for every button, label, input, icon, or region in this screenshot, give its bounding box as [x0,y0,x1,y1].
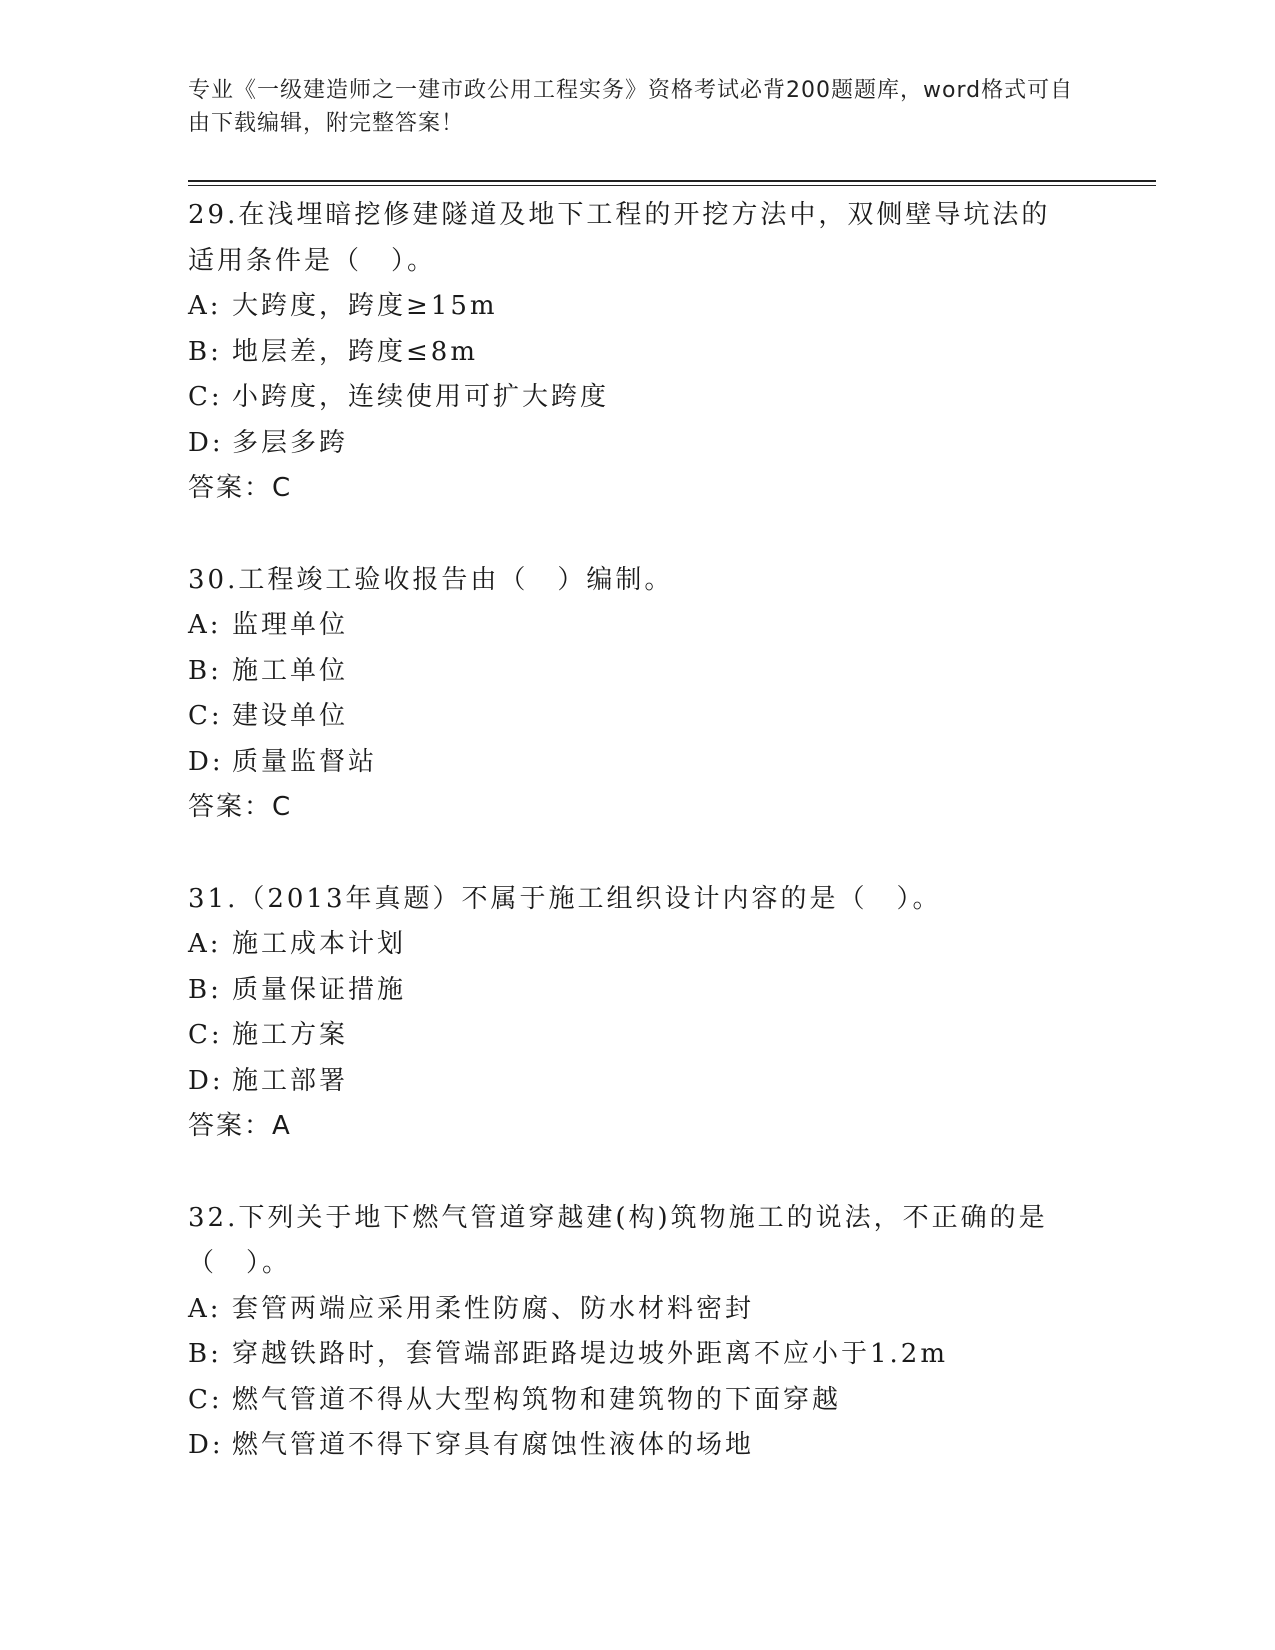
option-c [188,375,1088,421]
option-text: 穿越铁路时，套管端部距路堤边坡外距离不应小于1.2m [232,1339,949,1369]
option-c [188,1013,1088,1059]
option-a [188,922,1088,968]
option-b [188,649,1088,695]
option-text: 质量监督站 [232,746,378,777]
option-text: 套管两端应采用柔性防腐、防水材料密封 [232,1293,755,1324]
option-text: 多层多跨 [232,427,349,458]
option-d [188,740,1088,786]
option-a [188,603,1088,649]
answer-label: 答案：C [188,792,293,822]
option-letter: A: [188,291,222,321]
answer-label: 答案：C [188,473,293,503]
option-text: 建设单位 [232,701,349,731]
option-b [188,330,1088,376]
option-letter: C: [188,701,223,731]
option-text: 燃气管道不得从大型构筑物和建筑物的下面穿越 [232,1384,842,1415]
option-a [188,284,1088,330]
question-30 [188,558,1088,831]
option-d [188,1423,1088,1469]
question-list [188,193,1088,1515]
option-text: 施工部署 [232,1065,349,1096]
option-letter: D: [188,1430,224,1460]
option-text: 小跨度，连续使用可扩大跨度 [232,382,610,412]
option-a [188,1287,1088,1333]
option-letter: C: [188,1384,223,1415]
answer-label: 答案：A [188,1111,292,1141]
header-rule-thin [188,185,1156,186]
option-letter: B: [188,974,222,1005]
option-text: 监理单位 [232,610,349,640]
question-32 [188,1196,1088,1469]
question-29 [188,193,1088,512]
option-d [188,421,1088,467]
option-text: 施工单位 [232,655,349,686]
option-letter: C: [188,382,223,412]
header-rule-thick [188,180,1156,182]
question-text: 30.工程竣工验收报告由（ ）编制。 [188,564,674,595]
question-text: 31.（2013年真题）不属于施工组织设计内容的是（ ）。 [188,883,942,914]
question-31 [188,877,1088,1150]
option-b [188,1332,1088,1378]
option-text: 大跨度，跨度≥15m [232,291,498,321]
option-letter: D: [188,427,224,458]
question-text: 32.下列关于地下燃气管道穿越建(构)筑物施工的说法，不正确的是（ ）。 [188,1202,1048,1278]
option-text: 质量保证措施 [232,974,407,1005]
option-letter: B: [188,336,222,367]
question-text: 29.在浅埋暗挖修建隧道及地下工程的开挖方法中，双侧壁导坑法的适用条件是（ ）。 [188,200,1051,276]
option-d [188,1059,1088,1105]
option-letter: C: [188,1020,223,1050]
option-text: 施工方案 [232,1020,349,1050]
option-b [188,968,1088,1014]
option-text: 施工成本计划 [232,929,407,959]
option-c [188,694,1088,740]
option-letter: B: [188,655,222,686]
option-letter: D: [188,1065,224,1096]
option-letter: A: [188,610,222,640]
option-letter: A: [188,929,222,959]
option-letter: D: [188,746,224,777]
option-letter: B: [188,1339,222,1369]
option-text: 地层差，跨度≤8m [232,336,478,367]
option-c [188,1378,1088,1424]
option-letter: A: [188,1293,222,1324]
option-text: 燃气管道不得下穿具有腐蚀性液体的场地 [232,1430,755,1460]
document-header: 专业《一级建造师之一建市政公用工程实务》资格考试必背200题题库，word格式可自由下载编辑，附完整答案！ [188,78,1074,136]
